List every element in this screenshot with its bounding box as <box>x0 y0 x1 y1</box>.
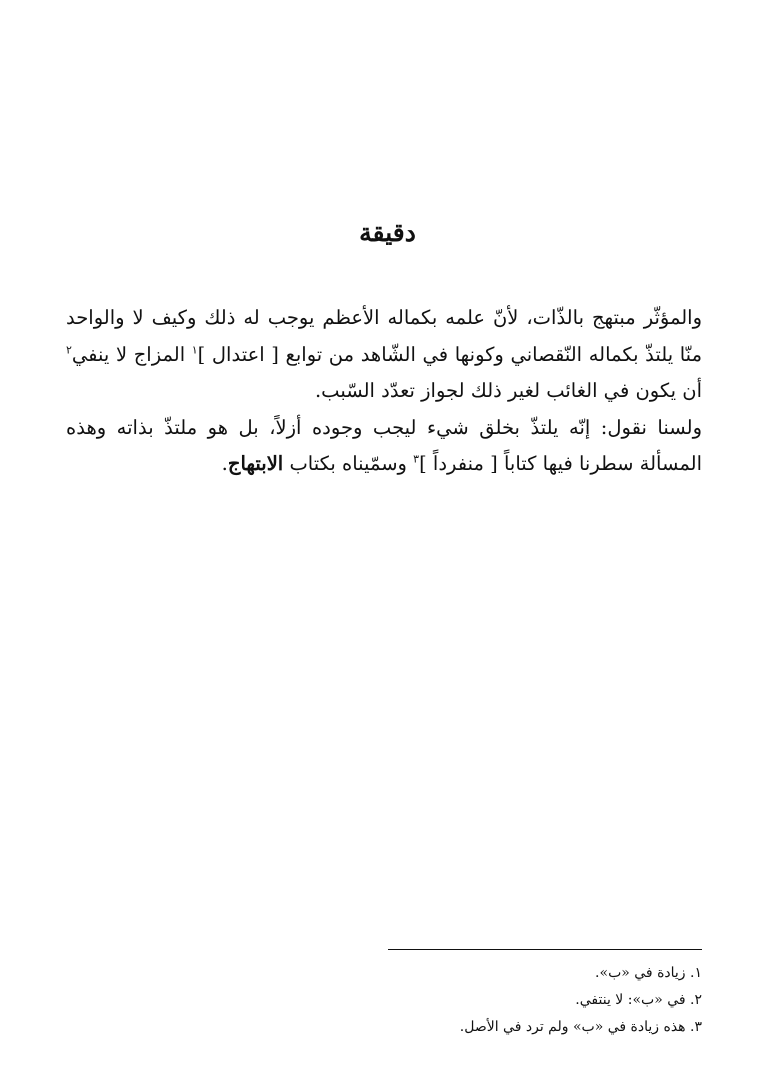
footnote-marker-3: ٣ <box>413 452 420 466</box>
footnote-divider <box>388 949 702 950</box>
main-text <box>66 300 702 483</box>
p2-line-2a: المسألة سطرنا فيها كتاباً [ منفرداً ] <box>419 452 702 475</box>
footnote-1: ١. زيادة في «ب». <box>595 965 702 981</box>
paragraph-1 <box>66 300 702 410</box>
footnote-marker-1: ١ <box>191 343 198 356</box>
p2-line-2b: وسمّيناه بكتاب <box>289 452 414 475</box>
p1-line-3b: أن يكون في الغائب لغير ذلك لجواز تعدّد السّبب. <box>314 379 702 402</box>
p1-line-2b: المزاج لا <box>115 342 192 366</box>
p1-line-1: والمؤثّر مبتهج بالذّات، لأنّ علمه بكماله الأعظم يوجب له ذلك وكيف لا <box>132 306 702 329</box>
footnote-marker-2: ٢ <box>66 343 72 356</box>
section-title: دقيقة <box>359 218 416 247</box>
paragraph-2 <box>66 410 702 483</box>
p2-line-1: ولسنا نقول: إنّه يلتذّ بخلق شيء ليجب وجوده أزلاً، بل هو ملتذّ بذاته وهذه <box>66 415 702 439</box>
footnote-2: ٢. في «ب»: لا ينتفي. <box>575 992 702 1008</box>
footnote-3: ٣. هذه زيادة في «ب» ولم ترد في الأصل. <box>459 1019 702 1035</box>
book-title: الابتهاج <box>227 452 284 475</box>
p1-line-3a: ينفي <box>71 342 110 366</box>
p1-line-2a: والواحد منّا يلتذّ بكماله النّقصاني وكونها في الشّاهد من توابع [ اعتدال ] <box>66 306 703 366</box>
p2-end: . <box>221 452 228 475</box>
footnotes <box>300 960 702 1041</box>
